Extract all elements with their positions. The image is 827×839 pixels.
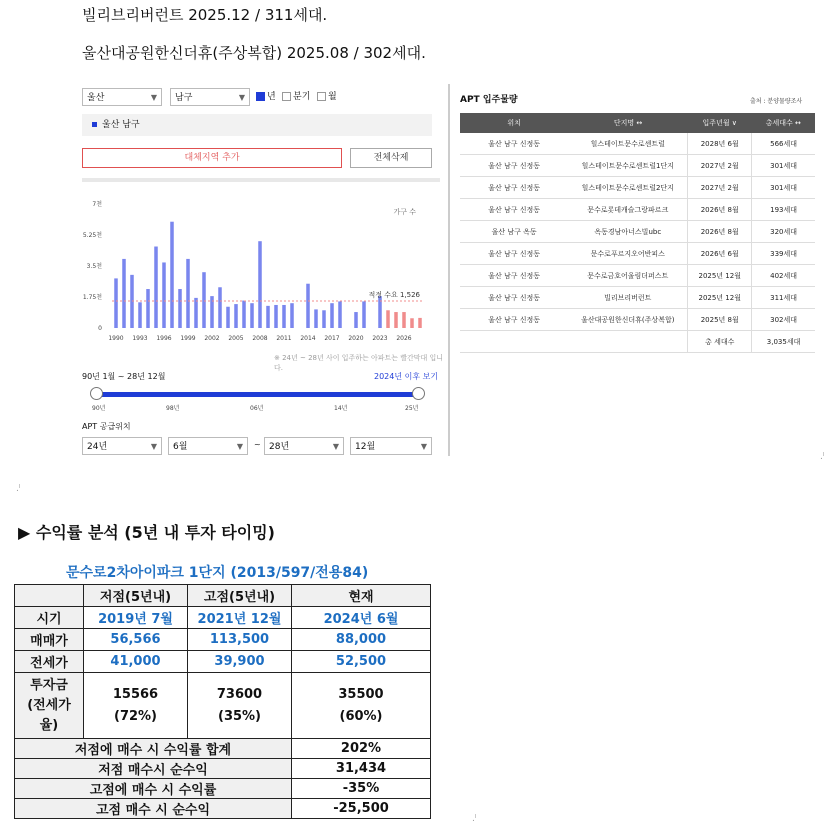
- table-cell: 울산 남구 신정동: [460, 199, 568, 221]
- invest-low: 15566 (72%): [84, 673, 188, 739]
- range-slider-track[interactable]: [96, 392, 418, 397]
- slider-tick: 98년: [166, 405, 180, 412]
- slider-tick: 14년: [334, 405, 348, 412]
- row-label-investment: 투자금 (전세가 율): [15, 673, 84, 739]
- total-row: [460, 331, 815, 353]
- reference-line-label: 적정 수요 1,526: [368, 290, 420, 299]
- table-cell: 울산 남구 신정동: [460, 133, 568, 155]
- jeonse-low: 41,000: [84, 651, 188, 673]
- paragraph-mark: .ˡ: [16, 484, 21, 494]
- summary-value: 31,434: [292, 759, 431, 779]
- bar: [170, 222, 174, 328]
- col-header-name[interactable]: 단지명 ↔: [568, 113, 688, 133]
- bar: [402, 312, 406, 328]
- bar: [178, 289, 182, 328]
- col-header-units[interactable]: 총세대수 ↔: [752, 113, 815, 133]
- x-tick-label: 1996: [156, 335, 172, 342]
- jeonse-current: 52,500: [292, 651, 431, 673]
- table-cell: 울산 남구 신정동: [460, 155, 568, 177]
- range-slider-handle-start[interactable]: [90, 387, 103, 400]
- table-cell: 301세대: [752, 155, 815, 177]
- paragraph-mark: .ˡ: [820, 452, 825, 462]
- jeonse-high: 39,900: [188, 651, 292, 673]
- y-tick-label: 0: [98, 325, 102, 332]
- sale-low: 56,566: [84, 629, 188, 651]
- summary-value: -35%: [292, 779, 431, 799]
- row-label-period: 시기: [15, 607, 84, 629]
- x-tick-label: 1993: [132, 335, 148, 342]
- bar: [362, 301, 366, 328]
- invest-high: 73600 (35%): [188, 673, 292, 739]
- y-tick-label: 7천: [92, 201, 102, 208]
- apt-source: 출처 : 분양물량조사: [750, 98, 803, 105]
- table-cell: 320세대: [752, 221, 815, 243]
- table-cell: 2026년 6월: [688, 243, 752, 265]
- chevron-down-icon: ▼: [332, 442, 339, 451]
- sale-high: 113,500: [188, 629, 292, 651]
- paragraph-mark: .ˡ: [472, 814, 477, 824]
- from-month-select[interactable]: 6월 ▼: [168, 437, 248, 455]
- summary-label: 고점 매수 시 순수익: [15, 799, 292, 819]
- bar: [418, 318, 422, 328]
- table-row[interactable]: [460, 155, 815, 177]
- table-cell: 2025년 12월: [688, 265, 752, 287]
- bar: [202, 272, 206, 328]
- header-current: 현재: [292, 585, 431, 607]
- table-cell: 2027년 2월: [688, 155, 752, 177]
- bar: [234, 304, 238, 328]
- period-month-checkbox[interactable]: 월: [317, 90, 337, 104]
- col-header-location[interactable]: 위치: [460, 113, 568, 133]
- table-cell: 울산 남구 옥동: [460, 221, 568, 243]
- table-cell: 193세대: [752, 199, 815, 221]
- apt-supply-panel: [458, 88, 820, 346]
- bar: [290, 303, 294, 328]
- apt-table: [460, 113, 815, 353]
- summary-value: -25,500: [292, 799, 431, 819]
- y-tick-label: 5.25천: [82, 232, 102, 239]
- bar: [314, 309, 318, 328]
- table-row[interactable]: [460, 265, 815, 287]
- slider-tick: 25년: [405, 405, 419, 412]
- to-month-select[interactable]: 12월 ▼: [350, 437, 432, 455]
- supply-location-label: APT 공급위치: [82, 422, 131, 431]
- clear-all-button[interactable]: 전체삭제: [350, 148, 432, 168]
- section-title: ▶ 수익률 분석 (5년 내 투자 타이밍): [18, 523, 275, 542]
- summary-label: 고점에 매수 시 수익률: [15, 779, 292, 799]
- bar: [338, 301, 342, 328]
- x-tick-label: 2026: [396, 335, 412, 342]
- chevron-down-icon: ▼: [236, 442, 243, 451]
- intro-line-1: 빌리브리버런트 2025.12 / 311세대.: [82, 6, 328, 24]
- bar: [186, 259, 190, 328]
- intro-line-2: 울산대공원한신더휴(주상복합) 2025.08 / 302세대.: [82, 44, 426, 62]
- add-compare-region-button[interactable]: 대체지역 추가: [82, 148, 342, 168]
- header-empty: [15, 585, 84, 607]
- divider: [82, 178, 440, 182]
- bar: [242, 301, 246, 328]
- bar: [250, 303, 254, 328]
- table-cell: 566세대: [752, 133, 815, 155]
- slider-tick: 06년: [250, 405, 264, 412]
- invest-current: 35500 (60%): [292, 673, 431, 739]
- table-row[interactable]: [460, 133, 815, 155]
- region-select[interactable]: 울산 ▼: [82, 88, 162, 106]
- x-tick-label: 2008: [252, 335, 268, 342]
- to-year-select[interactable]: 28년 ▼: [264, 437, 344, 455]
- range-link[interactable]: 2024년 이후 보기: [374, 372, 439, 381]
- table-cell: 문수로롯데캐슬그랑파르크: [568, 199, 688, 221]
- total-label: 총 세대수: [688, 331, 752, 353]
- legend-label: 가구 수: [393, 208, 416, 216]
- table-cell: 302세대: [752, 309, 815, 331]
- sale-current: 88,000: [292, 629, 431, 651]
- y-tick-label: 1.75천: [82, 294, 102, 301]
- x-tick-label: 2005: [228, 335, 244, 342]
- bar: [138, 302, 142, 328]
- table-cell: 2027년 2월: [688, 177, 752, 199]
- table-cell: 2026년 8월: [688, 199, 752, 221]
- supply-chart-panel: [78, 78, 444, 459]
- table-cell: 울산 남구 신정동: [460, 265, 568, 287]
- header-low: 저점(5년내): [84, 585, 188, 607]
- table-row[interactable]: [460, 177, 815, 199]
- bar: [330, 303, 334, 328]
- table-cell: 402세대: [752, 265, 815, 287]
- period-quarter-checkbox[interactable]: 분기: [282, 90, 310, 104]
- bar: [226, 307, 230, 328]
- summary-label: 저점 매수시 순수익: [15, 759, 292, 779]
- table-cell: [568, 331, 688, 353]
- range-label: 90년 1월 ~ 28년 12월: [82, 372, 166, 381]
- table-row[interactable]: [460, 309, 815, 331]
- bar: [266, 306, 270, 328]
- bar: [194, 298, 198, 328]
- bar: [306, 284, 310, 328]
- row-label-jeonse: 전세가: [15, 651, 84, 673]
- bar: [122, 259, 126, 328]
- bar: [258, 241, 262, 328]
- x-tick-label: 2002: [204, 335, 220, 342]
- table-cell: 2025년 8월: [688, 309, 752, 331]
- chevron-down-icon: ▼: [150, 442, 157, 451]
- bar: [146, 289, 150, 328]
- summary-label: 저점에 매수 시 수익률 합계: [15, 739, 292, 759]
- panel-divider: [448, 84, 450, 456]
- chevron-down-icon: ▼: [238, 93, 245, 102]
- apt-title: APT 입주물량: [460, 95, 518, 105]
- bar: [322, 310, 326, 328]
- table-row[interactable]: [460, 243, 815, 265]
- table-cell: 울산대공원한신더휴(주상복합): [568, 309, 688, 331]
- from-year-select[interactable]: 24년 ▼: [82, 437, 162, 455]
- bar: [394, 312, 398, 328]
- table-cell: 옥동경남아너스빌ubc: [568, 221, 688, 243]
- table-cell: 울산 남구 신정동: [460, 309, 568, 331]
- table-cell: 울산 남구 신정동: [460, 287, 568, 309]
- table-cell: 2026년 8월: [688, 221, 752, 243]
- table-cell: 2025년 12월: [688, 287, 752, 309]
- period-current: 2024년 6월: [292, 607, 431, 629]
- return-table-title: 문수로2차아이파크 1단지 (2013/597/전용84): [66, 565, 369, 581]
- x-tick-label: 1999: [180, 335, 196, 342]
- x-tick-label: 2020: [348, 335, 364, 342]
- bar: [154, 247, 158, 328]
- bar: [114, 278, 118, 328]
- chevron-down-icon: ▼: [420, 442, 427, 451]
- table-cell: 힐스테이트문수로센트럴: [568, 133, 688, 155]
- table-cell: 문수로금호어울림더퍼스트: [568, 265, 688, 287]
- period-high: 2021년 12월: [188, 607, 292, 629]
- period-year-checkbox[interactable]: 년: [256, 90, 276, 104]
- table-cell: 311세대: [752, 287, 815, 309]
- table-cell: 힐스테이트문수로센트럴1단지: [568, 155, 688, 177]
- bar: [218, 287, 222, 328]
- x-tick-label: 1990: [108, 335, 124, 342]
- slider-tick: 90년: [92, 405, 106, 412]
- table-row[interactable]: [460, 199, 815, 221]
- return-table: [14, 584, 431, 819]
- supply-bar-chart: [78, 190, 440, 358]
- chevron-down-icon: ▼: [150, 93, 157, 102]
- chart-note: ※ 24년 ~ 28년 사이 입주하는 아파트는 빨간막대 입니다.: [274, 354, 444, 372]
- table-cell: 문수로푸르지오어반피스: [568, 243, 688, 265]
- x-tick-label: 2011: [276, 335, 292, 342]
- table-cell: 울산 남구 신정동: [460, 177, 568, 199]
- bar: [354, 312, 358, 328]
- total-value: 3,035세대: [752, 331, 815, 353]
- range-tilde: ~: [254, 440, 261, 449]
- table-cell: 339세대: [752, 243, 815, 265]
- bar: [386, 310, 390, 328]
- table-cell: 울산 남구 신정동: [460, 243, 568, 265]
- range-slider-handle-end[interactable]: [412, 387, 425, 400]
- bar: [410, 318, 414, 328]
- period-low: 2019년 7월: [84, 607, 188, 629]
- table-row[interactable]: [460, 287, 815, 309]
- y-tick-label: 3.5천: [86, 263, 102, 270]
- table-cell: 301세대: [752, 177, 815, 199]
- bar: [282, 305, 286, 328]
- bar: [274, 305, 278, 328]
- table-cell: 2028년 6월: [688, 133, 752, 155]
- region-chip: 울산 남구: [82, 114, 432, 136]
- x-tick-label: 2017: [324, 335, 340, 342]
- bar: [162, 262, 166, 328]
- district-select[interactable]: 남구 ▼: [170, 88, 250, 106]
- table-row[interactable]: [460, 221, 815, 243]
- table-cell: 힐스테이트문수로센트럴2단지: [568, 177, 688, 199]
- row-label-sale: 매매가: [15, 629, 84, 651]
- x-tick-label: 2014: [300, 335, 316, 342]
- col-header-date[interactable]: 입주년월 ∨: [688, 113, 752, 133]
- table-cell: 빌리브리버런트: [568, 287, 688, 309]
- header-high: 고점(5년내): [188, 585, 292, 607]
- x-tick-label: 2023: [372, 335, 388, 342]
- table-cell: [460, 331, 568, 353]
- summary-value: 202%: [292, 739, 431, 759]
